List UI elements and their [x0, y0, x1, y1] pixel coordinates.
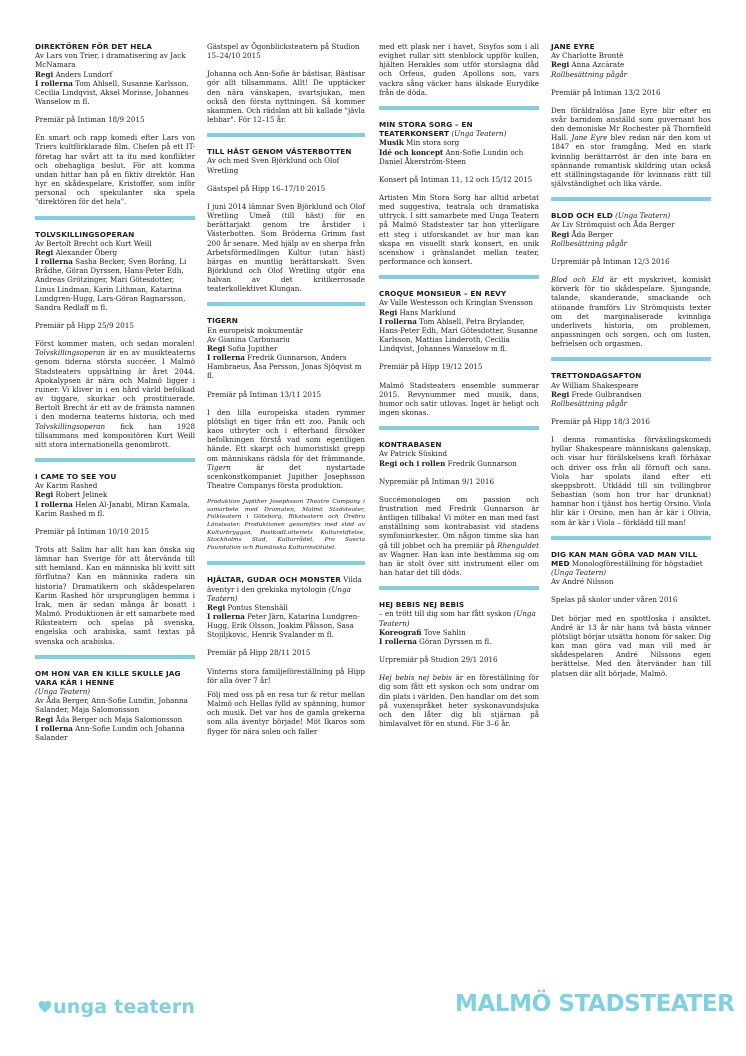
- subtitle: Vilda äventyr i den grekiska mytologin: [207, 575, 362, 594]
- author-line: Av Patrick Süskind: [379, 449, 448, 459]
- section-divider: [551, 197, 711, 201]
- subtitle-line: [379, 609, 539, 627]
- director-name: Robert Jelinek: [53, 490, 108, 500]
- show-title: DIREKTÖREN FÖR DET HELA: [35, 42, 153, 51]
- column-2: [207, 42, 365, 736]
- show-hjaltar-continued: [379, 42, 539, 97]
- description-text: är det nystartade scenkonstkompaniet Jupither Josephsson Theatre Companys första produktion.: [207, 462, 365, 491]
- description-title-italic: Blod och Eld: [551, 275, 604, 285]
- cast-line: [379, 637, 539, 646]
- music-line: [379, 138, 539, 147]
- cast-label: I rollerna: [207, 612, 245, 622]
- description-text: är ett myskrivet, komiskt körverk för tio skådespelare. Sjungande, talande, skanderande, smackande och stönande framförs Liv Strömquists texter om det marginaliserade kvinnliga underlivets historia, om problemen, anpassningen och sorgen, och om lusten, befrielsen och orgasmen.: [551, 275, 711, 349]
- description-title-italic: Tolvskillingsoperan: [35, 348, 106, 358]
- description: Malmö Stadsteaters ensemble summerar 2015. Revynummer med musik, dans, humor och satir utlovas. Inget är heligt och ingen skonas.: [379, 380, 539, 417]
- description: Följ med oss på en resa tur & retur mellan Malmö och Hellas fylld av spänning, humor och musik. Det var hos de gamla grekerna som alla äventyr började! Möt Ikaros som flyger för nära solen och faller: [207, 689, 365, 736]
- description: Johanna och Ann-Sofie är bästisar. Bästisar gör allt tillsammans. Allt! De upptäcker den nära vänskapen, svartsjukan, men också den första nyttningen. Så kommer skammen. Och rädslan att bli kallade "jävla lebbar". För 12–15 år.: [207, 69, 365, 125]
- director-line: [379, 459, 539, 468]
- premiere-line: Premiär på Hipp 19/12 2015: [379, 362, 483, 372]
- author-line: Av William Shakespeare: [551, 380, 639, 390]
- director-name: Fredrik Gunnarson: [445, 458, 517, 468]
- music-label: Musik: [379, 138, 404, 148]
- cast-names: Ann-Sofie Lundin och Johanna Salander: [35, 723, 185, 742]
- concept-label: Idé och koncept: [379, 147, 444, 157]
- casting-status: Rollbesättning pågår: [551, 238, 628, 248]
- author-line: Av Charlotte Brontë: [551, 51, 624, 61]
- cast-line: [35, 79, 195, 106]
- unga-teatern-tag: (Unga Teatern): [551, 568, 607, 578]
- author-line: Av Lars von Trier, i dramatisering av Jack McNamara: [35, 51, 186, 70]
- choreo-line: [379, 628, 539, 637]
- section-divider: [207, 302, 365, 306]
- description: [379, 673, 539, 728]
- premiere-line: Konsert på Intiman 11, 12 och 15/12 2015: [379, 174, 533, 184]
- author-line: Av Bertolt Brecht och Kurt Weill: [35, 238, 152, 248]
- show-title: HEJ BEBIS NEJ BEBIS: [379, 600, 465, 610]
- description-text: Den föräldralösa Jane Eyre blir efter en svår barndom anställd som guvernant hos den demoniske Mr Rochester på Thornfield Hall.: [551, 105, 711, 143]
- unga-teatern-tag: (Unga Teatern): [207, 584, 351, 603]
- unga-teatern-logo: [38, 996, 195, 1018]
- director-line: [379, 308, 539, 317]
- show-title: TILL HÄST GENOM VÄSTERBOTTEN: [207, 147, 352, 157]
- show-title: TOLVSKILLINGSOPERAN: [35, 229, 135, 239]
- cast-label: I rollerna: [35, 78, 73, 88]
- cast-line: [35, 724, 195, 742]
- description: Trots att Salim har allt han kan önska sig lämnar han Sverige för att återvända till sitt hemland. Kan en människa bli kvitt sitt förflutna? Kan en människa radera sin historia? Dramatikern och skådespelaren Karim Rashed hör ursprungligen hemma i Irak, men är sedan många år bosatt i Malmö. Produktionen är ett samarbete med Riksteatern och spelas på svenska, engelska och arabiska, samt textas på svenska och arabiska.: [35, 545, 195, 646]
- description-text: Succémonologen om passion och frustration med Fredrik Gunnarson är äntligen tillbaka! Vi möter en man med fast anställning som kontrabasist vid stadens symfoniorkester. Om någon timme ska han gå till jobbet och ha premiär på: [379, 494, 539, 550]
- section-divider: [35, 458, 195, 462]
- section-divider: [35, 216, 195, 220]
- show-title: JANE EYRE: [551, 42, 595, 51]
- unga-teatern-tag: (Unga Teatern): [449, 129, 507, 139]
- unga-teatern-wordmark: unga teatern: [53, 996, 196, 1018]
- premiere-line: Spelas på skolor under våren 2016: [551, 595, 678, 605]
- subtitle: – en trött till dig som har fått syskon: [379, 609, 514, 619]
- director-label: Regi: [35, 69, 54, 79]
- show-jane-eyre: [551, 42, 711, 188]
- show-kontrabasen: [379, 440, 539, 577]
- cast-label: I rollerna: [379, 316, 417, 326]
- casting-status: Rollbesättning pågår: [551, 69, 628, 79]
- section-divider: [207, 561, 365, 565]
- show-title: OM HON VAR EN KILLE SKULLE JAG VARA KÄR I HENNE: [35, 668, 181, 687]
- description-title-italic: Rhenguldet: [497, 540, 539, 550]
- choreo-name: Tove Sahlin: [421, 627, 466, 637]
- director-name: Anna Azcárate: [569, 60, 625, 70]
- author-line: Av Gianina Carbunariu: [207, 334, 290, 344]
- production-credits: Produktion Jupither Josephsson Theatre Company i samarbete med Dramaten, Malmö Stadsteater, Folkteatern i Göteborg, Riksteatern och Örebro Länsteater. Produktionen genomförs med stöd av Kulturbryggan, PostkodLotteriets Kulturstiftelse, Stockholms Stad, Kulturrådet, Pro Suecia Foundation och Rumänska Kulturinstitutet.: [207, 499, 365, 551]
- description: En smart och rapp komedi efter Lars von Triers kultförklarade film. Chefen på ett IT-företag har svårt att ta itu med konflikter och obehagliga beslut. För att komma undan hittar han på en fiktiv direktör. Han hyr en skådespelare, Kristoffer, som inför personal och spekulanter ska spela "direktören för det hela".: [35, 133, 195, 207]
- description-text: är en av musikteaterns genom tiderna största succéer. I Malmö Stadsteaters uppsättning är året 2044. Apokalypsen är nära och Malmö ligger i ruiner. Vi kliver in i en hård värld befolkad av tiggare, skurkar och prostituerade. Bertolt Brecht är ett av de främsta namnen i den moderna teaterns historia, och med: [35, 348, 195, 422]
- director-label: Regi: [379, 307, 398, 317]
- title-line: [551, 550, 711, 578]
- director-label: Regi: [35, 247, 54, 257]
- director-line: [551, 230, 711, 239]
- show-blod-och-eld: [551, 211, 711, 348]
- director-line: [35, 490, 195, 499]
- premiere-line: Premiär på Hipp 18/3 2016: [551, 416, 650, 426]
- show-title: I CAME TO SEE YOU: [35, 472, 117, 482]
- show-hjaltar-gudar: [207, 575, 365, 735]
- show-om-hon-var-en-kille: [35, 669, 195, 742]
- premiere-line: Premiär på Intiman 18/9 2015: [35, 115, 145, 125]
- title-line: [551, 211, 711, 220]
- show-title: CROQUE MONSIEUR – EN REVY: [379, 289, 507, 299]
- cast-line: [379, 317, 539, 354]
- genre-line: En europeisk mokumentär: [207, 325, 304, 335]
- premiere-line: Gästspel på Hipp 16–17/10 2015: [207, 183, 326, 193]
- description-text: av Wagner. Han kan inte bestämma sig om han är stolt över sitt instrument eller om han hatar det till döds.: [379, 549, 539, 578]
- director-name: Alexander Öberg: [53, 247, 118, 257]
- description: Vinterns stora familjeföreställning på Hipp för alla över 7 år!: [207, 666, 365, 685]
- section-divider: [379, 275, 539, 279]
- author-line: Av Liv Strömquist och Åda Berger: [551, 220, 675, 230]
- music-name: Min stora sorg: [403, 138, 460, 148]
- malmo-stadsteater-logo: MALMÖ STADSTEATER: [455, 991, 735, 1017]
- section-divider: [551, 536, 711, 540]
- show-om-hon-continued: [207, 42, 365, 124]
- director-label: Regi: [35, 490, 54, 500]
- section-divider: [379, 586, 539, 590]
- description: [551, 106, 711, 188]
- director-name: Sofia Jupither: [225, 344, 278, 353]
- show-tigern: [207, 316, 365, 552]
- cast-line: [207, 612, 365, 639]
- director-line: [551, 390, 711, 399]
- cast-names: Fredrik Gunnarson, Anders Hambraeus, Åsa Persson, Jonas Sjöqvist m fl.: [207, 353, 362, 381]
- show-title: BLOD OCH ELD: [551, 211, 613, 221]
- premiere-line: Premiär på Hipp 25/9 2015: [35, 321, 134, 330]
- show-till-hast: [207, 147, 365, 293]
- show-title: KONTRABASEN: [379, 440, 442, 450]
- cast-label: I rollerna: [35, 257, 73, 267]
- director-line: [35, 70, 195, 79]
- cast-label: I rollerna: [35, 499, 73, 509]
- concept-names: Ann-Sofie Lundin och Daniel Åkerström-Steen: [379, 147, 524, 166]
- director-line: [207, 603, 365, 612]
- premiere-line: Urpremiär på Intiman 12/3 2016: [551, 256, 670, 266]
- casting-status: Rollbesättning pågår: [551, 398, 628, 408]
- director-label: Regi: [551, 60, 570, 70]
- description: Artisten Min Stora Sorg har alltid arbetat med suggestiva, teatrala och dramatiska uttryck. I sitt samarbete med Unga Teatern på Malmö Stadsteater tar hon ytterligare ett steg i utforskandet av hur man kan skapa en visuellt stark konsert, en unik scenshow i gränslandet mellan teater, performance och konsert.: [379, 192, 539, 267]
- premiere-line: Urpremiär på Studion 29/1 2016: [379, 655, 498, 665]
- cast-names: Peter Järn, Katarina Lundgren-Hugg, Erik Olsson, Joakim Pålsson, Sasa Stojiljkovic, Henrik Svalander m fl.: [207, 612, 360, 640]
- description-text: blev redan när den kom ut 1847 en stor framgång. Med en stark kvinnlig berättarröst är den inte bara en spännande romantisk skildring utan också ett ställningstagande för kvinnans rätt till självständighet och lika värde.: [551, 133, 711, 189]
- director-name: Åda Berger: [569, 229, 613, 239]
- author-line: Av Åda Berger, Ann-Sofie Lundin, Johanna Salander, Maja Salomonsson: [35, 696, 188, 715]
- author-line: Av Karim Rashed: [35, 481, 98, 491]
- description-text: är en föreställning för dig som fått ett syskon och som undrar om din plats i världen. Den handlar om det som på vuxenspråket heter syskonavundsjuka och den låter dig bli stjärnan på himlavalvet för en stund. För 3–6 år.: [379, 673, 539, 728]
- premiere-line: Premiär på Hipp 28/11 2015: [207, 648, 311, 658]
- director-label: Regi: [551, 389, 570, 399]
- show-i-came-to-see-you: [35, 472, 195, 646]
- section-divider: [379, 106, 539, 110]
- subtitle: Monologföreställning för högstadiet: [569, 558, 703, 568]
- show-tolvskillingsoperan: [35, 230, 195, 449]
- description: [35, 339, 195, 449]
- director-label: Regi: [35, 714, 54, 724]
- director-name: Anders Lundorf: [53, 69, 113, 79]
- author-line: Av André Nilsson: [551, 577, 614, 587]
- description-text: I den lilla europeiska staden rymmer plötsligt en tiger från ett zoo. Panik och kaos utbryter och i efterhand försöker befolkningen förstå vad som egentligen hände. Ett skarpt och humoristiskt grepp om människans rädsla för det främmande.: [207, 407, 365, 463]
- title-line: [207, 575, 365, 603]
- director-line: [551, 60, 711, 69]
- premiere-line: Nypremiär på Intiman 9/1 2016: [379, 476, 494, 486]
- cast-line: [35, 257, 195, 312]
- show-title: DIG KAN MAN GÖRA VAD MAN VILL MED: [551, 549, 698, 568]
- description: Det börjar med en spottloska i ansiktet. André är 13 år när hans två bästa vänner plötsligt börjar utsätta honom för saker. Dig kan man göra vad man vill med är skådespelaren André Nilssons egen berättelse. Med den återvänder han till platsen där allt började, Malmö.: [551, 613, 711, 678]
- cast-label: I rollerna: [35, 723, 73, 733]
- concept-line: [379, 148, 539, 166]
- show-title: TRETTONDAGSAFTON: [551, 371, 642, 381]
- director-name: Pontus Stenshäll: [225, 602, 288, 612]
- section-divider: [551, 357, 711, 361]
- description: I denna romantiska förväxlingskomedi hyllar Shakespeare människans galenskap, och visar hur förälskelsens kraft förhäxar och driver oss från all förnuft och sans. Viola har spolats iland efter ett skeppsbrott. Utklädd till sin tvillingbror Sebastian (som hon tror har drunknat) hamnar hon i tjänst hos hertig Orsino. Viola blir kär i Orsino, men han är kär i Olivia, som är kär i Viola – förklädd till man!: [551, 435, 711, 527]
- show-direktoren: [35, 42, 195, 207]
- description-title-italic: Tolvskillingsoperan: [35, 421, 106, 431]
- description-text: Först kommer maten, och sedan moralen!: [35, 339, 195, 349]
- show-croque-monsieur: [379, 289, 539, 417]
- description: [379, 495, 539, 577]
- premiere-line: Premiär på Intiman 13/2 2016: [551, 87, 661, 97]
- show-title: TIGERN: [207, 316, 238, 326]
- show-title: MIN STORA SORG – EN TEATERKONSERT: [379, 119, 473, 139]
- description: [207, 408, 365, 490]
- director-line: [35, 715, 195, 724]
- director-label: Regi: [207, 344, 226, 353]
- director-name: Hans Marklund: [397, 307, 456, 317]
- cast-names: Göran Dyrssen m fl.: [416, 636, 492, 646]
- premiere-line: Premiär på Intiman 13/11 2015: [207, 389, 322, 399]
- unga-teatern-tag: (Unga Teatern): [612, 211, 671, 221]
- section-divider: [379, 426, 539, 430]
- column-4: [551, 42, 711, 678]
- section-divider: [35, 655, 195, 659]
- column-1: [35, 42, 195, 742]
- cast-names: Tom Ahlsell, Petra Brylander, Hans-Peter Edh, Mari Götesdotter, Susanne Karlsson, Mattias Linderoth, Cecilia Lindqvist, Johannes Wanselow m fl.: [379, 316, 538, 354]
- description-title-italic: Tigern: [207, 462, 231, 472]
- director-label: Regi: [207, 602, 226, 612]
- director-line: [35, 248, 195, 257]
- show-trettondagsafton: [551, 371, 711, 526]
- section-divider: [207, 133, 365, 137]
- director-name: Åda Berger och Maja Salomonsson: [53, 714, 183, 724]
- director-label: Regi och i rollen: [379, 458, 446, 468]
- description: med ett plask ner i havet, Sisyfos som i all evighet rullar sitt stenblock uppför kullen, hjälten Herakles som utför storslagna dåd och Orfeus, guden Apollons son, vars vackra sång väcker hans älskade Eurydike från de döda.: [379, 42, 539, 97]
- description-title-italic: Hej bebis nej bebis: [379, 673, 452, 683]
- premiere-line: Premiär på Intiman 10/10 2015: [35, 526, 150, 536]
- director-name: Frede Gulbrandsen: [569, 389, 642, 399]
- cast-names: Helen Al-Janabi, Miran Kamala, Karim Rashed m fl.: [35, 499, 190, 518]
- show-title: HJÄLTAR, GUDAR OCH MONSTER: [207, 575, 342, 585]
- cast-names: Tom Ahlsell, Susanne Karlsson, Cecilia Lindqvist, Aksel Morisse, Johannes Wanselow m fl.: [35, 78, 189, 106]
- cast-line: [35, 500, 195, 518]
- director-label: Regi: [551, 229, 570, 239]
- cast-label: I rollerna: [379, 636, 417, 646]
- author-line: Av Valle Westesson och Kringlan Svensson: [379, 298, 533, 308]
- description-text: fick han 1928 tillsammans med kompositören Kurt Weill sitt stora internationella genombrott.: [35, 421, 195, 449]
- title-line: [379, 120, 539, 138]
- cast-label: I rollerna: [207, 353, 245, 363]
- show-dig-kan-man: [551, 550, 711, 678]
- unga-teatern-tag: (Unga Teatern): [35, 687, 91, 697]
- guest-play-line: Gästspel av Ögonblicksteatern på Studion 15–24/10 2015: [207, 42, 360, 61]
- choreo-label: Koreografi: [379, 627, 422, 637]
- unga-teatern-tag: (Unga Teatern): [379, 609, 536, 628]
- cast-line: [207, 353, 365, 380]
- column-3: [379, 42, 539, 728]
- description: I juni 2014 lämnar Sven Björklund och Olof Wretling Umeå (till häst) för en berättarjakt genom tre årstider i Västerbotten. Som Bröderna Grimm fast 200 år senare. Med hjälp av en sherpa från Arbetsförmedlingen Kultur (utan häst) bärgas en muntlig berättarskatt. Sven Björklund och Olof Wretling utgör ena halvan av det kritikerrosade teaterkollektivet Klungan.: [207, 201, 365, 294]
- show-min-stora-sorg: [379, 120, 539, 266]
- heart-icon: [38, 1000, 52, 1014]
- description-title-italic: Jane Eyre: [571, 133, 608, 143]
- description: [551, 275, 711, 348]
- cast-names: Sasha Becker, Sven Boräng, Li Brådhe, Göran Dyrssen, Hans-Peter Edh, Andreas Grötzinger, Mari Götesdotter, Linus Lindman, Karin Lithman, Katarina Lundgren-Hugg, Lars-Göran Ragnarsson, Sandra Redlaff m fl.: [35, 257, 187, 312]
- director-line: [207, 344, 365, 353]
- show-hej-bebis: [379, 600, 539, 728]
- author-line: Av och med Sven Björklund och Olof Wretling: [207, 156, 340, 175]
